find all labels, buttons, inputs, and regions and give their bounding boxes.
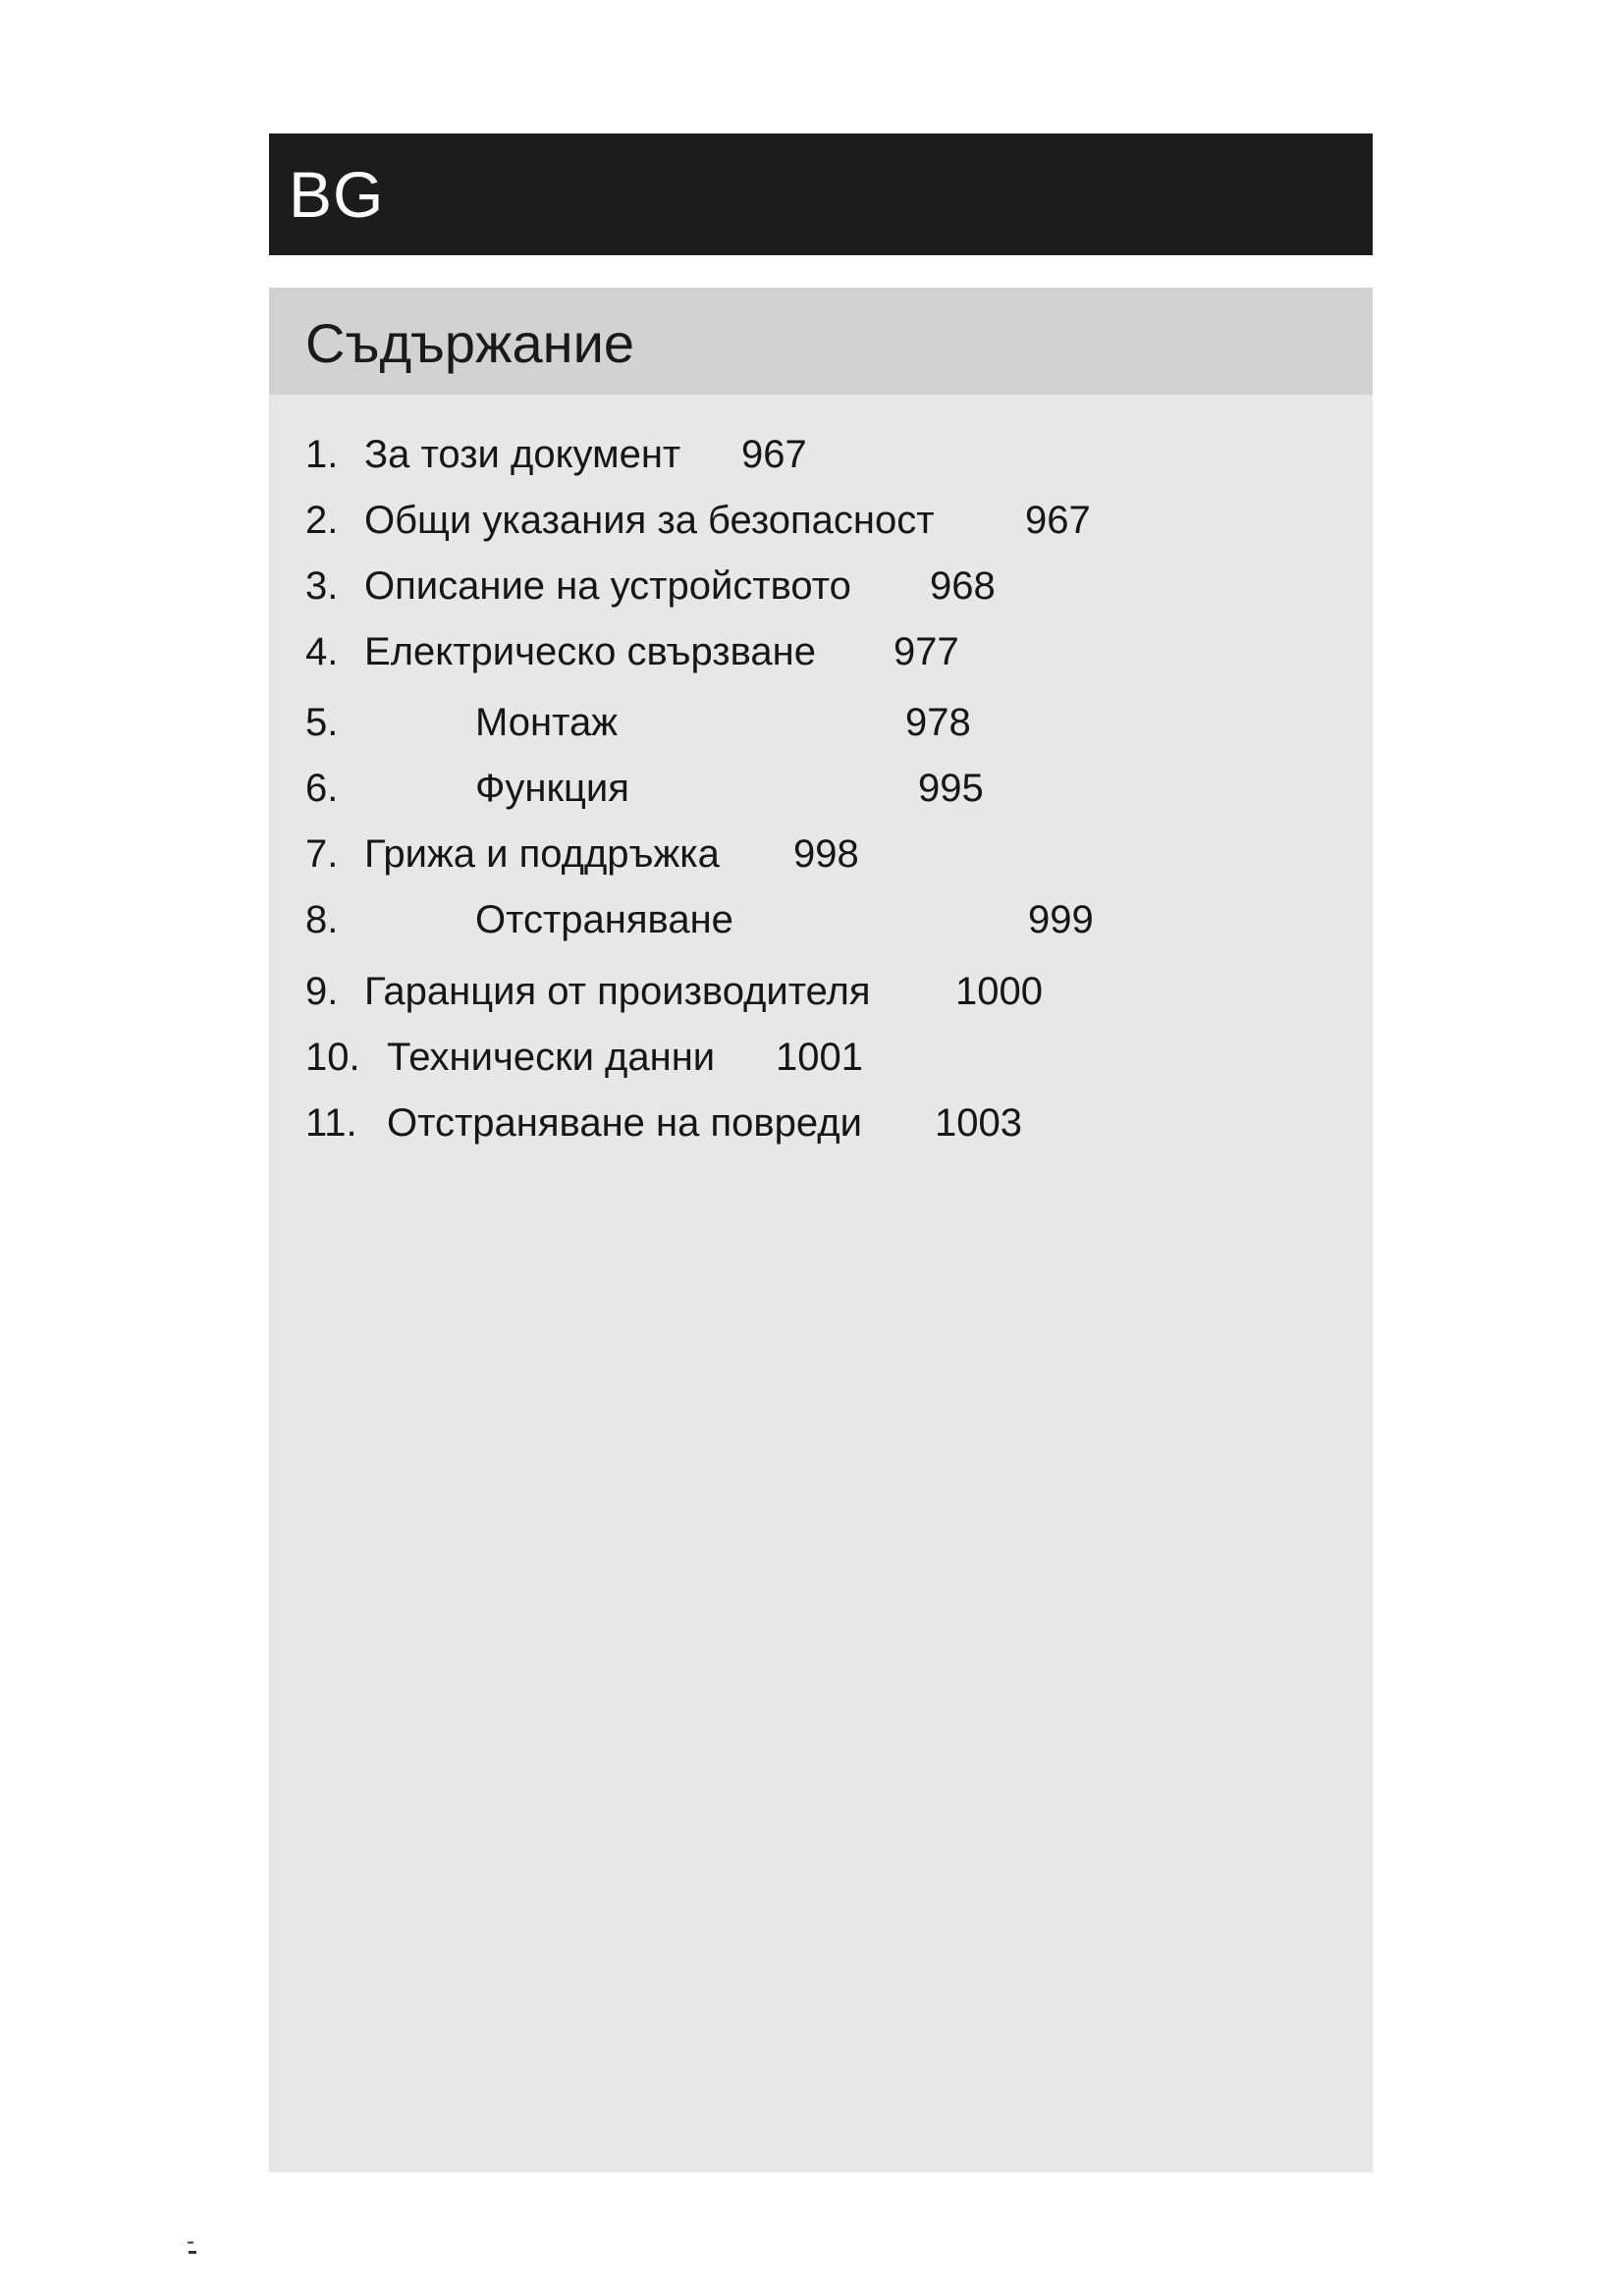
- toc-entry-8[interactable]: [305, 895, 1346, 944]
- toc-entry-title: Гаранция от производителя: [364, 970, 871, 1013]
- toc-entry-10[interactable]: [305, 1033, 1346, 1082]
- toc-entry-number: 11.: [305, 1101, 357, 1145]
- toc-list: [305, 430, 1346, 1412]
- toc-entry-page: 978: [905, 701, 971, 744]
- toc-entry-page: 1001: [776, 1036, 863, 1079]
- toc-entry-3[interactable]: [305, 561, 1346, 611]
- toc-entry-page: 998: [793, 832, 859, 876]
- toc-entry-4[interactable]: [305, 627, 1346, 676]
- toc-entry-2[interactable]: [305, 496, 1346, 545]
- toc-entry-title: Общи указания за безопасност: [364, 499, 935, 542]
- toc-entry-number: 6.: [305, 767, 339, 810]
- toc-entry-title: Отстраняване на повреди: [387, 1101, 862, 1145]
- toc-entry-page: 967: [741, 433, 807, 476]
- toc-entry-5[interactable]: [305, 698, 1346, 747]
- toc-entry-page: 1000: [955, 970, 1043, 1013]
- toc-entry-6[interactable]: [305, 764, 1346, 813]
- toc-entry-number: 7.: [305, 832, 339, 876]
- toc-entry-number: 2.: [305, 499, 339, 542]
- toc-entry-page: 968: [930, 564, 996, 608]
- toc-entry-number: 5.: [305, 701, 339, 744]
- toc-entry-title: Функция: [475, 767, 629, 810]
- toc-entry-title: Електрическо свързване: [364, 630, 816, 673]
- toc-entry-number: 3.: [305, 564, 339, 608]
- language-code: BG: [289, 158, 385, 231]
- toc-entry-number: 9.: [305, 970, 339, 1013]
- toc-entry-page: 995: [918, 767, 984, 810]
- footer-dash-text: -: [187, 2228, 194, 2255]
- footer-dash: [187, 2228, 196, 2255]
- toc-entry-11[interactable]: [305, 1098, 1346, 1148]
- toc-entry-1[interactable]: [305, 430, 1346, 479]
- toc-entry-page: 1003: [935, 1101, 1022, 1145]
- toc-entry-number: 8.: [305, 898, 339, 941]
- toc-entry-number: 1.: [305, 433, 339, 476]
- toc-title: Съдържание: [305, 312, 634, 374]
- toc-header-band: [269, 288, 1373, 395]
- toc-entry-number: 10.: [305, 1036, 360, 1079]
- toc-entry-title: Отстраняване: [475, 898, 733, 941]
- toc-entry-7[interactable]: [305, 829, 1346, 879]
- toc-entry-page: 967: [1025, 499, 1091, 542]
- toc-entry-page: 999: [1028, 898, 1094, 941]
- language-header-bar: [269, 133, 1373, 255]
- toc-entry-title: За този документ: [364, 433, 681, 476]
- toc-entry-page: 977: [893, 630, 959, 673]
- toc-entry-title: Технически данни: [387, 1036, 716, 1079]
- toc-entry-title: Описание на устройството: [364, 564, 851, 608]
- toc-entry-title: Грижа и поддръжка: [364, 832, 720, 876]
- table-of-contents-panel: [269, 288, 1373, 2172]
- toc-entry-number: 4.: [305, 630, 339, 673]
- toc-entry-title: Монтаж: [475, 701, 618, 744]
- toc-entry-9[interactable]: [305, 967, 1346, 1016]
